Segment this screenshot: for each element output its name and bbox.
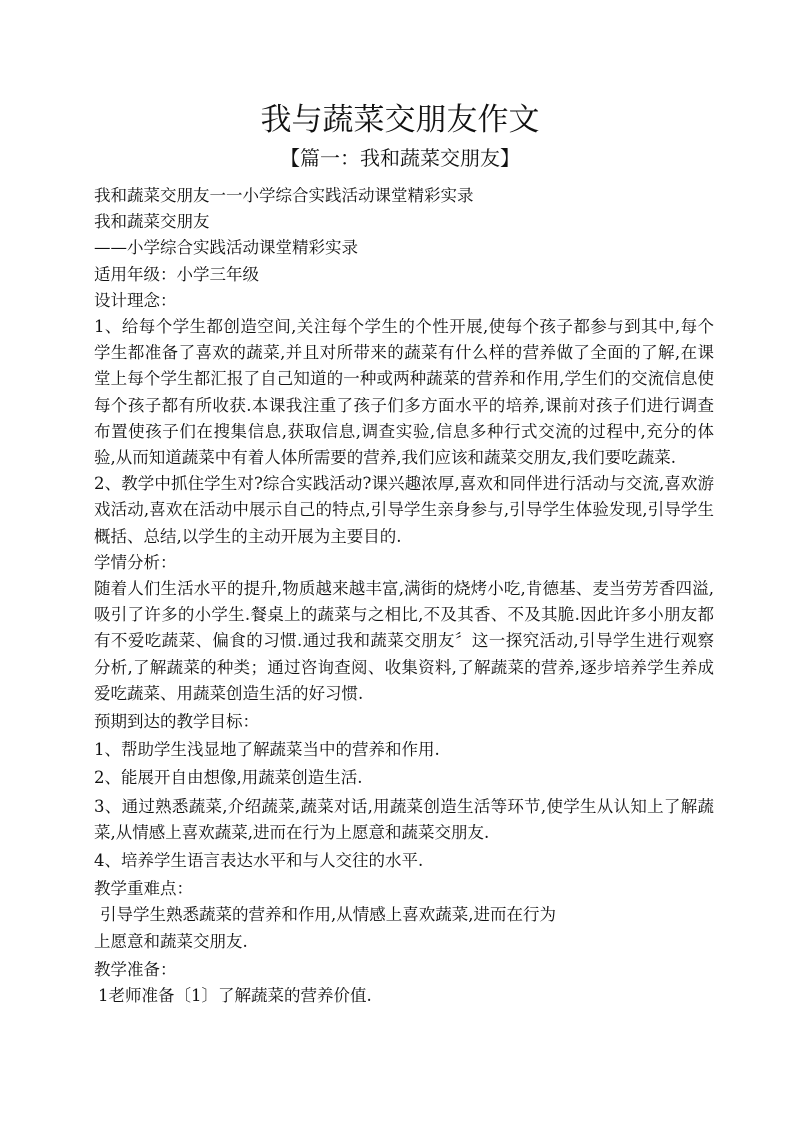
lesson-subtitle: ——小学综合实践活动课堂精彩实录	[94, 238, 358, 258]
goal-2: 2、能展开自由想像,用蔬菜创造生活.	[94, 768, 363, 788]
preparation-heading: 教学准备：	[94, 959, 177, 979]
preparation-item-1: 1老师准备〔1〕了解蔬菜的营养价值.	[98, 986, 372, 1006]
design-concept-point-2: 2、教学中抓住学生对?综合实践活动?课兴趣浓厚,喜欢和同伴进行活动与交流,喜欢游戏活动,喜欢在活动中展示自己的特点,引导学生亲身参与,引导学生体验发现,引导学生概括、总结,以学生的主动开展为主要目的.	[94, 474, 714, 546]
design-concept-point-1: 1、给每个学生都创造空间,关注每个学生的个性开展,使每个孩子都参与到其中,每个学生都准备了喜欢的蔬菜,并且对所带来的蔬菜有什么样的营养做了全面的了解,在课堂上每个学生都汇报了自己知道的一种或两种蔬菜的营养和作用,学生们的交流信息使每个孩子都有所收获.本课我注重了孩子们多方面水平的培养,课前对孩子们进行调查布置使孩子们在搜集信息,获取信息,调查实验,信息多种行式交流的过程中,充分的体验,从而知道蔬菜中有着人体所需要的营养,我们应该和蔬菜交朋友,我们要吃蔬菜.	[94, 317, 714, 468]
goal-4: 4、培养学生语言表达水平和与人交往的水平.	[94, 851, 424, 871]
goal-1: 1、帮助学生浅显地了解蔬菜当中的营养和作用.	[94, 740, 440, 760]
key-points-text-line-1: 引导学生熟悉蔬菜的营养和作用,从情感上喜欢蔬菜,进而在行为	[100, 905, 556, 925]
key-points-text-line-2: 上愿意和蔬菜交朋友.	[94, 931, 248, 951]
lesson-title: 我和蔬菜交朋友	[94, 212, 210, 232]
document-body	[94, 183, 714, 1009]
learner-analysis-text: 随着人们生活水平的提升,物质越来越丰富,满街的烧烤小吃,肯德基、麦当劳芳香四溢,吸引了许多的小学生.餐桌上的蔬菜与之相比,不及其香、不及其脆.因此许多小朋友都有不爱吃蔬菜、偏食的习惯.通过我和蔬菜交朋友〞这一探究活动,引导学生进行观察分析,了解蔬菜的种类；通过咨询查阅、收集资料,了解蔬菜的营养,逐步培养学生养成爱吃蔬菜、用蔬菜创造生活的好习惯.	[94, 579, 714, 703]
goal-3: 3、通过熟悉蔬菜,介绍蔬菜,蔬菜对话,用蔬菜创造生活等环节,使学生从认知上了解蔬菜,从情感上喜欢蔬菜,进而在行为上愿意和蔬菜交朋友.	[94, 796, 714, 842]
learner-analysis-heading: 学情分析：	[94, 552, 177, 572]
section-heading: 【篇一：我和蔬菜交朋友】	[280, 146, 520, 170]
goals-heading: 预期到达的教学目标：	[94, 712, 259, 732]
key-points-heading: 教学重难点：	[94, 879, 193, 899]
intro-line: 我和蔬菜交朋友一一小学综合实践活动课堂精彩实录	[94, 186, 474, 205]
design-concept-heading: 设计理念：	[94, 290, 177, 310]
document-title: 我与蔬菜交朋友作文	[260, 102, 540, 138]
grade-line: 适用年级：小学三年级	[94, 264, 259, 284]
